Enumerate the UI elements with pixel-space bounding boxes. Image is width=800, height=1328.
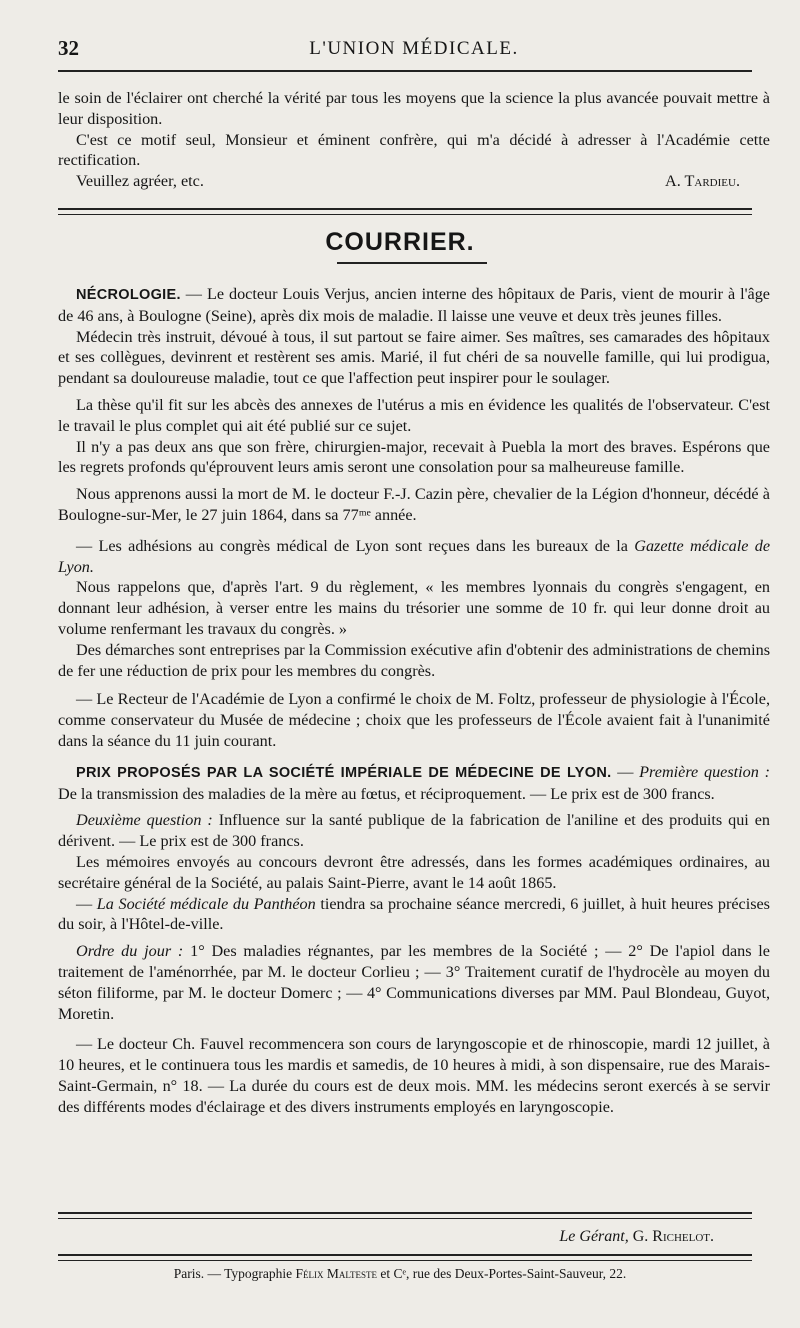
- necrologie-paragraph: [58, 284, 770, 327]
- pantheon-society: La Société médicale du Panthéon: [96, 894, 316, 913]
- printer-text-a: Paris. — Typographie: [173, 1266, 296, 1281]
- header-rule: [58, 70, 752, 72]
- letter-closing-row: [58, 171, 770, 192]
- page-number: 32: [58, 36, 79, 60]
- fauvel-paragraph: — Le docteur Ch. Fauvel recommencera son cours de laryngoscopie et de rhinoscopie, mardi 12 juillet, à 10 heures, et le continuera tous les mardis et samedis, de 10 heures à midi, à son dispensaire, rue des Marais-Saint-Germain, n° 18. — La durée du cours est de deux mois. MM. les médecins seront exercés à se servir des différents modes d'éclairage et des divers instruments employés en laryngoscopie.: [58, 1035, 770, 1116]
- section-title: COURRIER.: [325, 228, 475, 256]
- question-2-paragraph: [58, 810, 770, 852]
- page-header: [58, 36, 770, 66]
- letter-closing: Veuillez agréer, etc.: [76, 172, 204, 191]
- printer-line: [0, 1266, 800, 1282]
- necrologie-heading: NÉCROLOGIE.: [76, 287, 181, 303]
- question-2-text: Influence sur la santé publique de la fabrication de l'aniline et des produits qui en dérivent. — Le prix est de 300 francs.: [58, 811, 770, 851]
- letter-signature: A. Tardieu.: [665, 172, 740, 191]
- frere-paragraph: Il n'y a pas deux ans que son frère, chirurgien-major, recevait à Puebla la mort des braves. Espérons que les regrets profonds qu'éprouvent leurs amis seront une consolation pour sa malheureuse famille.: [58, 437, 770, 477]
- letter-paragraph-1: le soin de l'éclairer ont cherché la vérité par tous les moyens que la science la plus avancée pouvait mettre à leur disposition.: [58, 89, 770, 128]
- gazette-title: Gazette médicale de Lyon.: [58, 536, 771, 576]
- question-2-label: Deuxième question :: [76, 811, 213, 830]
- gerant-name: G. Richelot.: [628, 1228, 714, 1245]
- printer-name: Félix Malteste: [295, 1266, 378, 1281]
- ordre-du-jour-text: 1° Des maladies régnantes, par les membres de la Société ; — 2° De l'apiol dans le traitement de l'aménorrhée, par M. le docteur Corlieu ; — 3° Traitement curatif de l'hydrocèle au moyen du séton filiforme, par M. le docteur Domerc ; — 4° Communications diverses par MM. Paul Blondeau, Guyot, Moretin.: [58, 942, 770, 1023]
- question-1-text: De la transmission des maladies de la mère au fœtus, et réciproquement. — Le prix est de 300 francs.: [58, 784, 715, 803]
- necrologie-text: — Le docteur Louis Verjus, ancien interne des hôpitaux de Paris, vient de mourir à l'âge de 46 ans, à Boulogne (Seine), après dix mois de maladie. Il laisse une veuve et deux très jeunes filles.: [58, 285, 770, 325]
- reglement-paragraph: Nous rappelons que, d'après l'art. 9 du règlement, « les membres lyonnais du congrès s'engagent, en donnant leur adhésion, à verser entre les mains du trésorier une somme de 10 fr. qui leur donne droit au volume renfermant les travaux du congrès. »: [58, 578, 770, 638]
- prix-dash: —: [611, 762, 640, 781]
- prix-heading: PRIX PROPOSÉS PAR LA SOCIÉTÉ IMPÉRIALE DE MÉDECINE DE LYON.: [76, 764, 612, 781]
- adhesions-text: — Les adhésions au congrès médical de Lyon sont reçues dans les bureaux de la: [76, 536, 635, 555]
- footer-rule-2: [58, 1254, 752, 1261]
- section-title-underline: [337, 262, 487, 264]
- letter-paragraph-2: C'est ce motif seul, Monsieur et éminent confrère, qui m'a décidé à adresser à l'Académie cette rectification.: [58, 130, 770, 170]
- cazin-paragraph: Nous apprenons aussi la mort de M. le docteur F.-J. Cazin père, chevalier de la Légion d'honneur, décédé à Boulogne-sur-Mer, le 27 juin 1864, dans sa 77ᵐᵉ année.: [58, 485, 770, 524]
- adhesions-paragraph: [58, 536, 770, 578]
- prix-paragraph: [58, 762, 770, 805]
- these-paragraph: La thèse qu'il fit sur les abcès des annexes de l'utérus a mis en évidence les qualités de l'observateur. C'est le travail le plus complet qui ait été publié sur ce sujet.: [58, 395, 770, 435]
- running-title: L'UNION MÉDICALE.: [309, 38, 519, 59]
- pantheon-paragraph: [58, 894, 770, 936]
- section-rule: [58, 208, 752, 215]
- recteur-paragraph: — Le Recteur de l'Académie de Lyon a confirmé le choix de M. Foltz, professeur de physiologie à l'École, comme conservateur du Musée de médecine ; choix que les professeurs de l'École avaient fait à l'unanimité dans la séance du 11 juin courant.: [58, 690, 770, 750]
- memoires-paragraph: Les mémoires envoyés au concours devront être adressés, dans les formes académiques ordinaires, au secrétaire général de la Société, au palais Saint-Pierre, avant le 14 août 1865.: [58, 852, 770, 892]
- pantheon-dash: —: [76, 894, 97, 913]
- question-1-label: Première question :: [639, 762, 770, 781]
- medecin-paragraph: Médecin très instruit, dévoué à tous, il sut partout se faire aimer. Ses maîtres, ses camarades des hôpitaux et ses collègues, devinrent et restèrent ses amis. Marié, il fut chéri de sa nouvelle famille, qui lui prodigua, pendant sa douloureuse maladie, tout ce que l'affection peut inspirer pour le soulager.: [58, 327, 770, 388]
- pantheon-text: tiendra sa prochaine séance mercredi, 6 juillet, à huit heures précises du soir, à l'Hôtel-de-ville.: [58, 894, 770, 934]
- letter-end: [58, 88, 770, 192]
- footer-rule-1: [58, 1212, 752, 1219]
- demarches-paragraph: Des démarches sont entreprises par la Commission exécutive afin d'obtenir des administrations de chemins de fer une réduction de prix pour les membres du congrès.: [58, 640, 770, 680]
- courrier-body: [58, 284, 770, 1117]
- printer-text-b: et Cᵉ, rue des Deux-Portes-Saint-Sauveur, 22.: [377, 1266, 627, 1281]
- ordre-du-jour-label: Ordre du jour :: [76, 942, 184, 961]
- ordre-du-jour-paragraph: [58, 941, 770, 1024]
- gerant-label: Le Gérant,: [559, 1228, 629, 1245]
- gerant-signature: [559, 1228, 714, 1246]
